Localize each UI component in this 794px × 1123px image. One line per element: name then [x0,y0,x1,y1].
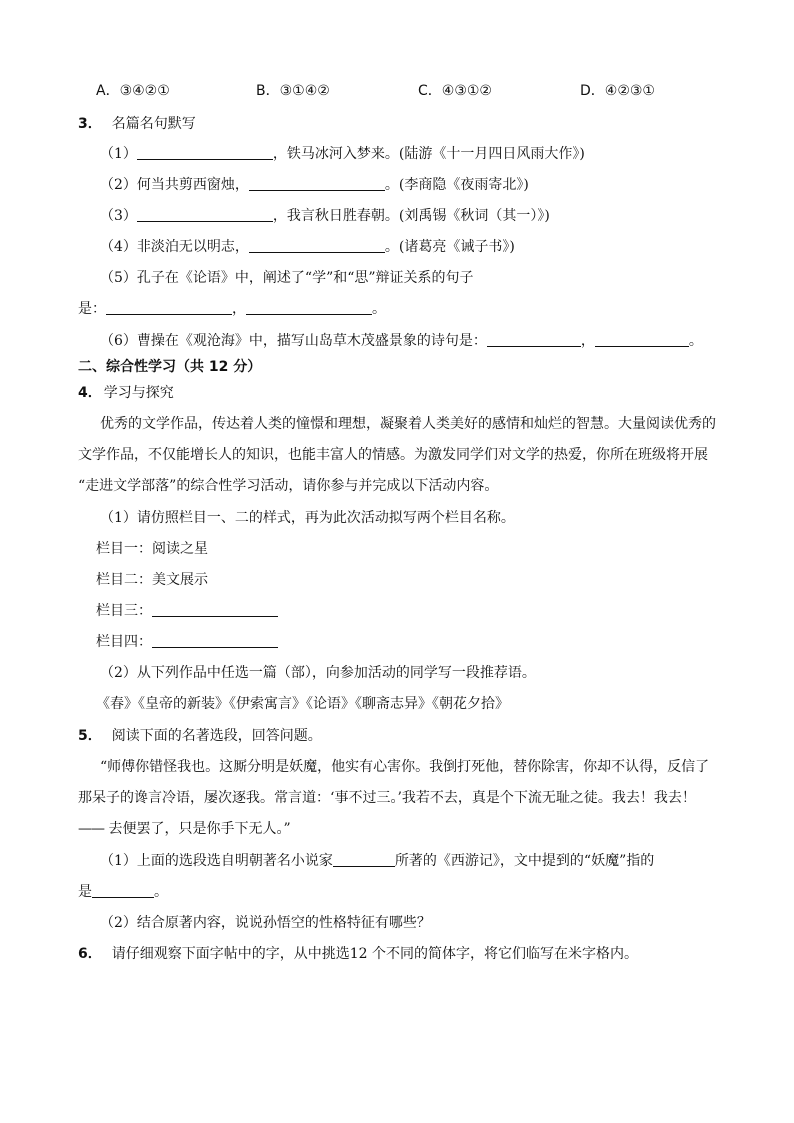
answer-blank[interactable] [595,332,689,347]
item-prefix: （6）曹操在《观沧海》中，描写山岛草木茂盛景象的诗句是： [100,333,487,349]
column-2: 栏目二：美文展示 [96,572,208,588]
question-title: 名篇名句默写 [111,116,196,132]
item-prefix: （1） [100,146,137,162]
item-prefix: （2）何当共剪西窗烛， [100,177,249,193]
question-title: 阅读下面的名著选段，回答问题。 [111,728,322,744]
q3-item-1 [100,145,585,163]
answer-blank[interactable] [106,300,232,315]
answer-blank[interactable] [137,207,273,222]
item-prefix: 是： [78,301,106,317]
q4-paragraph-line-2: 文学作品，不仅能增长人的知识，也能丰富人的情感。为激发同学们对文学的热爱，你所在班级将开展 [78,447,708,463]
column-label: 栏目三： [96,603,152,619]
item-text: 。(诸葛亮《诫子书》) [384,239,515,255]
question-title: 学习与探究 [103,385,174,401]
question-number: 4． [78,385,102,401]
question-number: 5． [78,728,102,744]
section-heading: 二、综合性学习（共 12 分） [78,359,262,375]
answer-blank[interactable] [249,176,385,191]
item-prefix: （4）非淡泊无以明志， [100,239,249,255]
q5-quote-line-3 [78,820,291,838]
question-4-heading [78,384,174,402]
answer-blank[interactable] [152,602,278,617]
question-3-heading [78,115,196,133]
period: 。 [154,884,168,900]
item-text: ，铁马冰河入梦来。(陆游《十一月四日风雨大作》) [272,146,585,162]
answer-blank[interactable] [152,633,278,648]
item-prefix: 是 [78,884,92,900]
item-prefix: （1）上面的选段选自明朝著名小说家 [100,853,333,869]
q4-sub-1: （1）请仿照栏目一、二的样式，再为此次活动拟写两个栏目名称。 [100,510,515,526]
period: 。 [372,301,386,317]
column-label: 栏目四： [96,634,152,650]
item-text: 所著的《西游记》，文中提到的“妖魔”指的 [394,853,655,869]
answer-blank[interactable] [249,238,385,253]
column-1: 栏目一：阅读之星 [96,541,208,557]
q5-sub-2: （2）结合原著内容，说说孙悟空的性格特征有哪些？ [100,915,431,931]
option-b: B．③①④② [256,83,330,99]
question-text: 请仔细观察下面字帖中的字，从中挑选12 个不同的简体字，将它们临写在米字格内。 [111,946,639,962]
q3-item-6 [100,332,703,350]
q3-item-4 [100,238,515,256]
option-c: C．④③①② [418,83,492,99]
q5-sub-1 [100,852,654,870]
quote-text: 去便罢了，只是你手下无人。” [104,821,291,837]
q4-paragraph-line-3: “走进文学部落”的综合性学习活动，请你参与并完成以下活动内容。 [78,478,499,494]
answer-blank[interactable] [137,145,273,160]
question-6 [78,945,638,963]
answer-blank[interactable] [246,300,372,315]
dash: —— [78,821,104,837]
answer-blank[interactable] [487,332,581,347]
q3-item-3 [100,207,550,225]
q5-quote-line-1: “师傅你错怪我也。这厮分明是妖魔，他实有心害你。我倒打死他，替你除害，你却不认得，反信了 [100,759,710,775]
q4-sub-2: （2）从下列作品中任选一篇（部），向参加活动的同学写一段推荐语。 [100,665,536,681]
question-5-heading [78,727,322,745]
column-3 [96,602,278,620]
answer-blank[interactable] [333,852,395,867]
q3-item-2 [100,176,529,194]
q3-item-5-line2 [78,300,386,318]
question-number: 6． [78,946,102,962]
comma: ， [580,333,595,349]
works-list: 《春》《皇帝的新装》《伊索寓言》《论语》《聊斋志异》《朝花夕拾》 [96,696,509,712]
answer-blank[interactable] [92,883,154,898]
q5-quote-line-2: 那呆子的谗言冷语，屡次逐我。常言道：‘事不过三。’我若不去，真是个下流无耻之徒。我去！我去！ [78,790,696,806]
period: 。 [688,333,703,349]
item-text: 。(李商隐《夜雨寄北》) [384,177,529,193]
question-number: 3． [78,116,102,132]
q5-sub-1-line-2 [78,883,168,901]
q3-item-5-line1: （5）孔子在《论语》中，阐述了“学”和“思”辩证关系的句子 [100,270,474,286]
option-a: A．③④②① [96,83,170,99]
item-prefix: （3） [100,208,137,224]
q4-paragraph-line-1: 优秀的文学作品，传达着人类的憧憬和理想，凝聚着人类美好的感情和灿烂的智慧。大量阅读优秀的 [100,416,716,432]
column-4 [96,633,278,651]
item-text: ，我言秋日胜春朝。(刘禹锡《秋词（其一）》) [272,208,550,224]
option-d: D．④②③① [580,83,655,99]
comma: ， [232,301,246,317]
